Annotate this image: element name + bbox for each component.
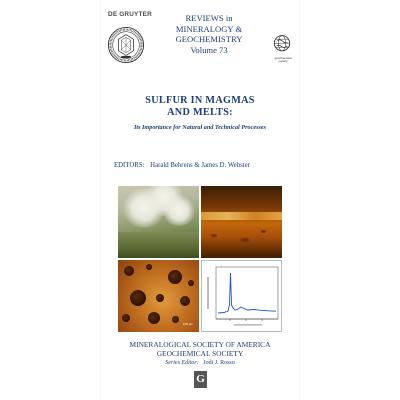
geochemical-society-label: geochemical society xyxy=(274,56,292,64)
de-gruyter-logo: G xyxy=(194,371,207,388)
editors-names: Harald Behrens & James D. Webster xyxy=(150,162,250,169)
geochemical-society-globe-icon xyxy=(273,33,291,57)
society-line-1: MINERALOGICAL SOCIETY OF AMERICA xyxy=(129,340,271,349)
series-editor-role: Series Editor: xyxy=(165,360,199,366)
series-line-1: REVIEWS in xyxy=(185,13,233,23)
molten-melt-photo xyxy=(201,186,282,258)
society-names xyxy=(101,340,299,358)
volcanic-fumarole-photo xyxy=(118,186,199,258)
book-cover xyxy=(101,0,299,400)
spectrum-plot-image xyxy=(201,260,282,332)
series-volume: Volume 73 xyxy=(190,44,228,55)
book-title xyxy=(101,95,299,120)
society-line-2: GEOCHEMICAL SOCIETY xyxy=(156,349,244,359)
publisher-name: DE GRUYTER xyxy=(108,11,152,18)
msa-seal-icon xyxy=(107,26,145,64)
glass-bubbles-micrograph xyxy=(118,260,199,332)
editors-line xyxy=(114,162,294,169)
cover-image-grid xyxy=(118,186,282,332)
editors-label: EDITORS: xyxy=(114,162,145,169)
series-editor-line xyxy=(101,360,299,366)
series-editor-name: Jodi J. Rosso xyxy=(203,360,235,366)
series-line-3: GEOCHEMISTRY xyxy=(175,34,243,45)
title-line-1: SULFUR IN MAGMAS xyxy=(145,95,255,106)
series-line-2: MINERALOGY & xyxy=(175,23,243,34)
scale-bar-label: 100 µm xyxy=(182,322,193,326)
title-line-2: AND MELTS: xyxy=(167,107,233,119)
series-title xyxy=(148,13,270,55)
book-subtitle: Its Importance for Natural and Technical Processes xyxy=(133,124,267,131)
